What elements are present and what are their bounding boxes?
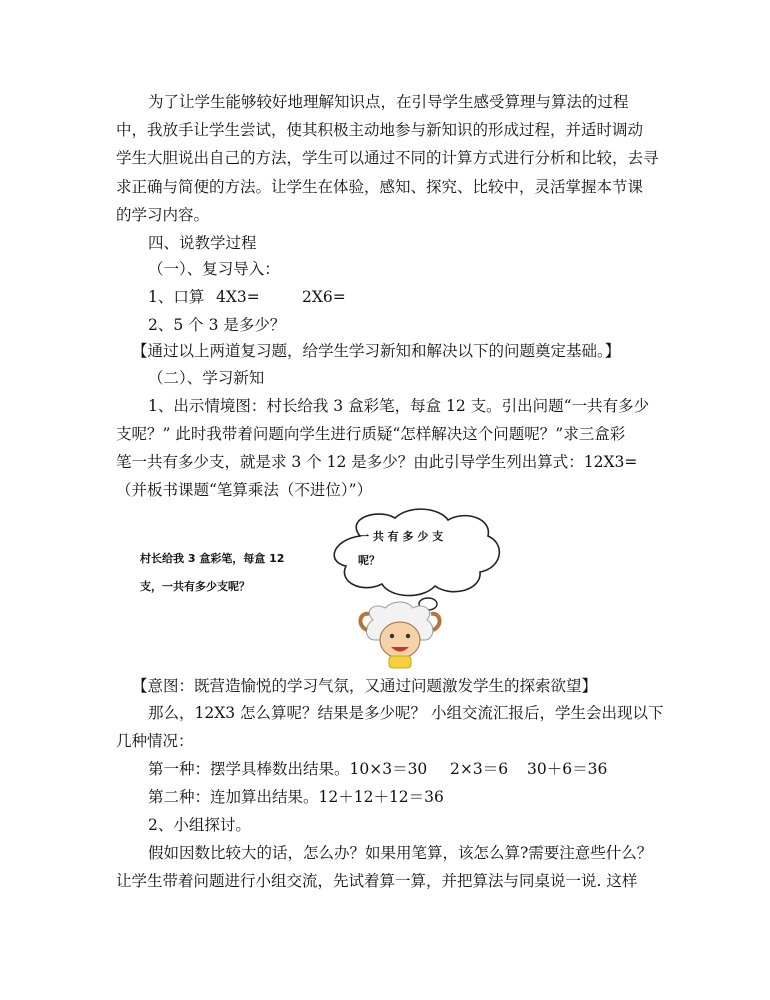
review-item-1-q2: 2X6= bbox=[302, 288, 346, 306]
paragraph-line: 中，我放手让学生尝试，使其积极主动地参与新知识的形成过程，并适时调动 bbox=[116, 121, 644, 139]
bubble-text: 一 共 有 多 少 支 bbox=[358, 530, 444, 543]
paragraph-line: 让学生带着问题进行小组交流，先试着算一算，并把算法与同桌说一说. 这样 bbox=[116, 872, 638, 890]
paragraph-line: 那么，12X3 怎么算呢？结果是多少呢？ 小组交流汇报后，学生会出现以下 bbox=[148, 704, 664, 722]
sheep-village-chief-icon bbox=[355, 600, 445, 670]
paragraph-line: 学生大胆说出自己的方法，学生可以通过不同的计算方式进行分析和比较，去寻 bbox=[116, 149, 659, 167]
case-1-step-c: 30＋6＝36 bbox=[527, 760, 608, 778]
new-knowledge-line: 支呢？” 此时我带着问题向学生进行质疑“怎样解决这个问题呢？”求三盒彩 bbox=[116, 425, 626, 443]
review-item-2: 2、5 个 3 是多少？ bbox=[148, 316, 286, 334]
situation-illustration bbox=[110, 508, 670, 673]
new-knowledge-line: 笔一共有多少支，就是求 3 个 12 是多少？由此引导学生列出算式：12X3= bbox=[116, 453, 638, 471]
subsection-heading: （一）、复习导入： bbox=[148, 260, 280, 278]
review-note: 【通过以上两道复习题，给学生学习新知和解决以下的问题奠定基础。】 bbox=[132, 342, 621, 360]
subsection-heading: （二）、学习新知 bbox=[148, 369, 265, 387]
paragraph-line: 为了让学生能够较好地理解知识点，在引导学生感受算理与算法的过程 bbox=[148, 93, 629, 111]
new-knowledge-line: （并板书课题“笔算乘法（不进位）”） bbox=[116, 481, 373, 499]
review-item-1-label: 1、口算 bbox=[148, 288, 205, 306]
paragraph-line: 的学习内容。 bbox=[116, 206, 210, 224]
section-heading: 四、说教学过程 bbox=[148, 234, 257, 252]
new-knowledge-line: 1、出示情境图：村长给我 3 盒彩笔，每盒 12 支。引出问题“一共有多少 bbox=[148, 397, 650, 415]
paragraph-line: 假如因数比较大的话，怎么办？如果用笔算，该怎么算?需要注意些什么？ bbox=[148, 844, 653, 862]
case-2: 第二种：连加算出结果。12＋12＋12＝36 bbox=[148, 788, 444, 806]
review-item-1-q1: 4X3= bbox=[216, 288, 260, 306]
step-2: 2、小组探讨。 bbox=[148, 816, 251, 834]
paragraph-line: 求正确与简便的方法。让学生在体验，感知、探究、比较中，灵活掌握本节课 bbox=[116, 178, 644, 196]
intent-note: 【意图：既营造愉悦的学习气氛，又通过问题激发学生的探索欲望】 bbox=[132, 677, 598, 695]
bubble-text: 呢？ bbox=[358, 554, 380, 567]
paragraph-line: 几种情况： bbox=[116, 732, 194, 750]
case-1-step-b: 2×3＝6 bbox=[450, 760, 509, 778]
illustration-caption: 村长给我 3 盒彩笔，每盒 12 bbox=[140, 552, 285, 565]
case-1: 第一种：摆学具棒数出结果。10×3＝30 bbox=[148, 760, 428, 778]
illustration-caption: 支，一共有多少支呢？ bbox=[140, 580, 250, 593]
